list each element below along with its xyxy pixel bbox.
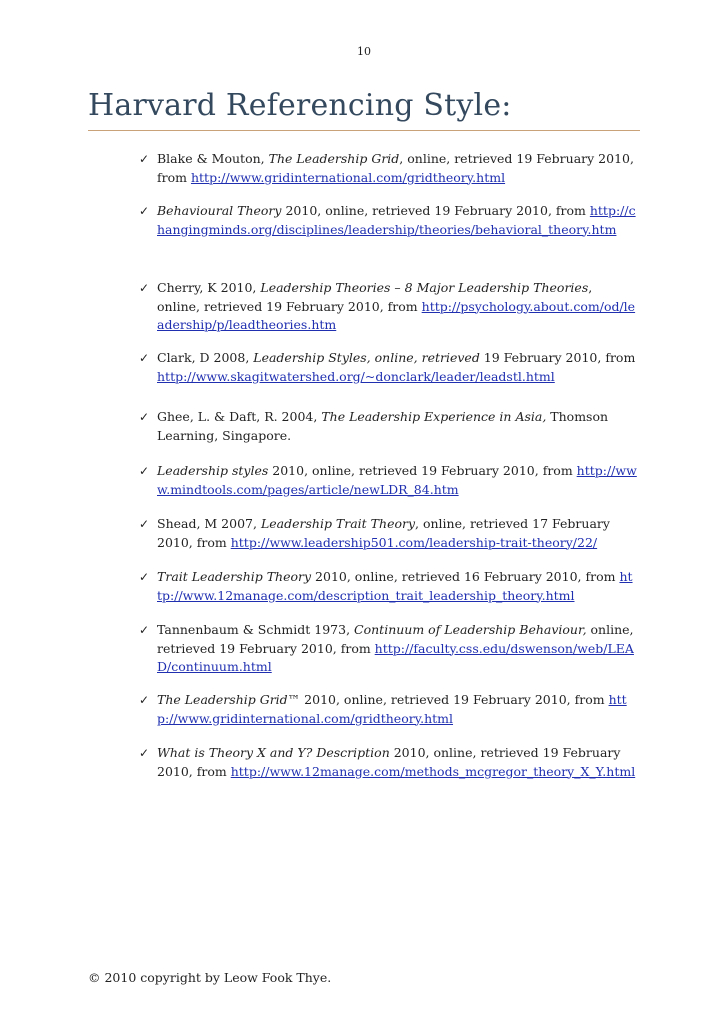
reference-text [157, 515, 637, 552]
reference-url-link[interactable]: http://psychology.about.com/od/leadership/p/leadtheories.htm [157, 298, 636, 332]
reference-url-link[interactable]: http://www.skagitwatershed.org/~donclark/leader/leadstl.html [157, 368, 555, 384]
reference-text [157, 621, 637, 677]
checkmark-icon: ✓ [139, 623, 150, 637]
reference-details: 19 February 2010, from [479, 350, 636, 365]
checkmark-icon: ✓ [139, 570, 150, 584]
reference-authors: Blake & Mouton, [157, 151, 269, 166]
reference-item [139, 515, 637, 552]
checkmark-icon: ✓ [139, 746, 150, 760]
reference-item [139, 691, 637, 728]
reference-text [157, 691, 637, 728]
reference-authors: Tannenbaum & Schmidt 1973, [157, 622, 355, 637]
reference-details: 2010, online, retrieved 19 February 2010, from [300, 692, 609, 707]
page-number: 10 [357, 45, 371, 58]
reference-authors: Ghee, L. & Daft, R. 2004, [157, 409, 322, 424]
reference-title: Leadership styles [157, 463, 269, 478]
reference-title: Leadership Trait Theory [260, 516, 416, 531]
reference-item [139, 349, 637, 386]
reference-text [157, 462, 637, 499]
reference-url-link[interactable]: http://changingminds.org/disciplines/leadership/theories/behavioral_theory.htm [157, 203, 636, 237]
reference-text [157, 408, 637, 445]
checkmark-icon: ✓ [139, 517, 150, 531]
reference-title: The Leadership Grid [268, 151, 400, 166]
reference-item [139, 568, 637, 605]
reference-title: The Leadership Grid™ [157, 692, 301, 707]
reference-item [139, 621, 637, 677]
reference-title: Behavioural Theory [157, 203, 282, 218]
checkmark-icon: ✓ [139, 693, 150, 707]
reference-authors: Clark, D 2008, [157, 350, 254, 365]
reference-title: The Leadership Experience in Asia, [321, 409, 547, 424]
reference-item [139, 462, 637, 499]
reference-url-link[interactable]: http://faculty.css.edu/dswenson/web/LEAD/continuum.html [157, 640, 634, 674]
copyright-footer: © 2010 copyright by Leow Fook Thye. [88, 970, 332, 985]
reference-text [157, 568, 637, 605]
reference-text [157, 744, 637, 781]
reference-details: 2010, online, retrieved 19 February 2010, from [281, 203, 590, 218]
page-title: Harvard Referencing Style: [88, 88, 512, 123]
checkmark-icon: ✓ [139, 410, 150, 424]
reference-url-link[interactable]: http://www.gridinternational.com/gridtheory.html [190, 169, 506, 185]
checkmark-icon: ✓ [139, 281, 150, 295]
reference-url-link[interactable]: http://www.leadership501.com/leadership-trait-theory/22/ [230, 534, 598, 550]
reference-text [157, 279, 637, 335]
reference-url-link[interactable]: http://www.12manage.com/description_trait_leadership_theory.html [157, 569, 633, 603]
reference-details: 2010, online, retrieved 16 February 2010, from [311, 569, 620, 584]
reference-item [139, 408, 637, 445]
reference-authors: Shead, M 2007, [157, 516, 261, 531]
checkmark-icon: ✓ [139, 204, 150, 218]
checkmark-icon: ✓ [139, 351, 150, 365]
reference-title: Leadership Theories – 8 Major Leadership Theories [260, 280, 589, 295]
reference-item [139, 279, 637, 335]
reference-text [157, 349, 637, 386]
reference-title: What is Theory X and Y? Description [157, 745, 390, 760]
reference-item [139, 202, 637, 239]
reference-details: , online, retrieved 19 February 2010, from [157, 151, 634, 185]
reference-details: 2010, online, retrieved 19 February 2010, from [268, 463, 577, 478]
heading-underline-divider [88, 130, 640, 131]
reference-url-link[interactable]: http://www.mindtools.com/pages/article/newLDR_84.htm [157, 463, 637, 497]
reference-title: Trait Leadership Theory [157, 569, 312, 584]
checkmark-icon: ✓ [139, 464, 150, 478]
reference-title: Continuum of Leadership Behaviour, [354, 622, 587, 637]
reference-authors: Cherry, K 2010, [157, 280, 261, 295]
reference-text [157, 202, 637, 239]
reference-item [139, 150, 637, 187]
reference-details: , online, retrieved 19 February 2010, from [157, 280, 593, 314]
reference-details: , online, retrieved 17 February 2010, from [157, 516, 610, 550]
checkmark-icon: ✓ [139, 152, 150, 166]
reference-text [157, 150, 637, 187]
reference-details: online, retrieved 19 February 2010, from [157, 622, 634, 656]
reference-url-link[interactable]: http://www.gridinternational.com/gridtheory.html [157, 692, 627, 726]
reference-details: 2010, online, retrieved 19 February 2010, from [157, 745, 621, 779]
reference-item [139, 744, 637, 781]
reference-details: Thomson Learning, Singapore. [157, 409, 609, 443]
reference-title: Leadership Styles, online, retrieved [253, 350, 480, 365]
reference-url-link[interactable]: http://www.12manage.com/methods_mcgregor_theory_X_Y.html [230, 763, 636, 779]
